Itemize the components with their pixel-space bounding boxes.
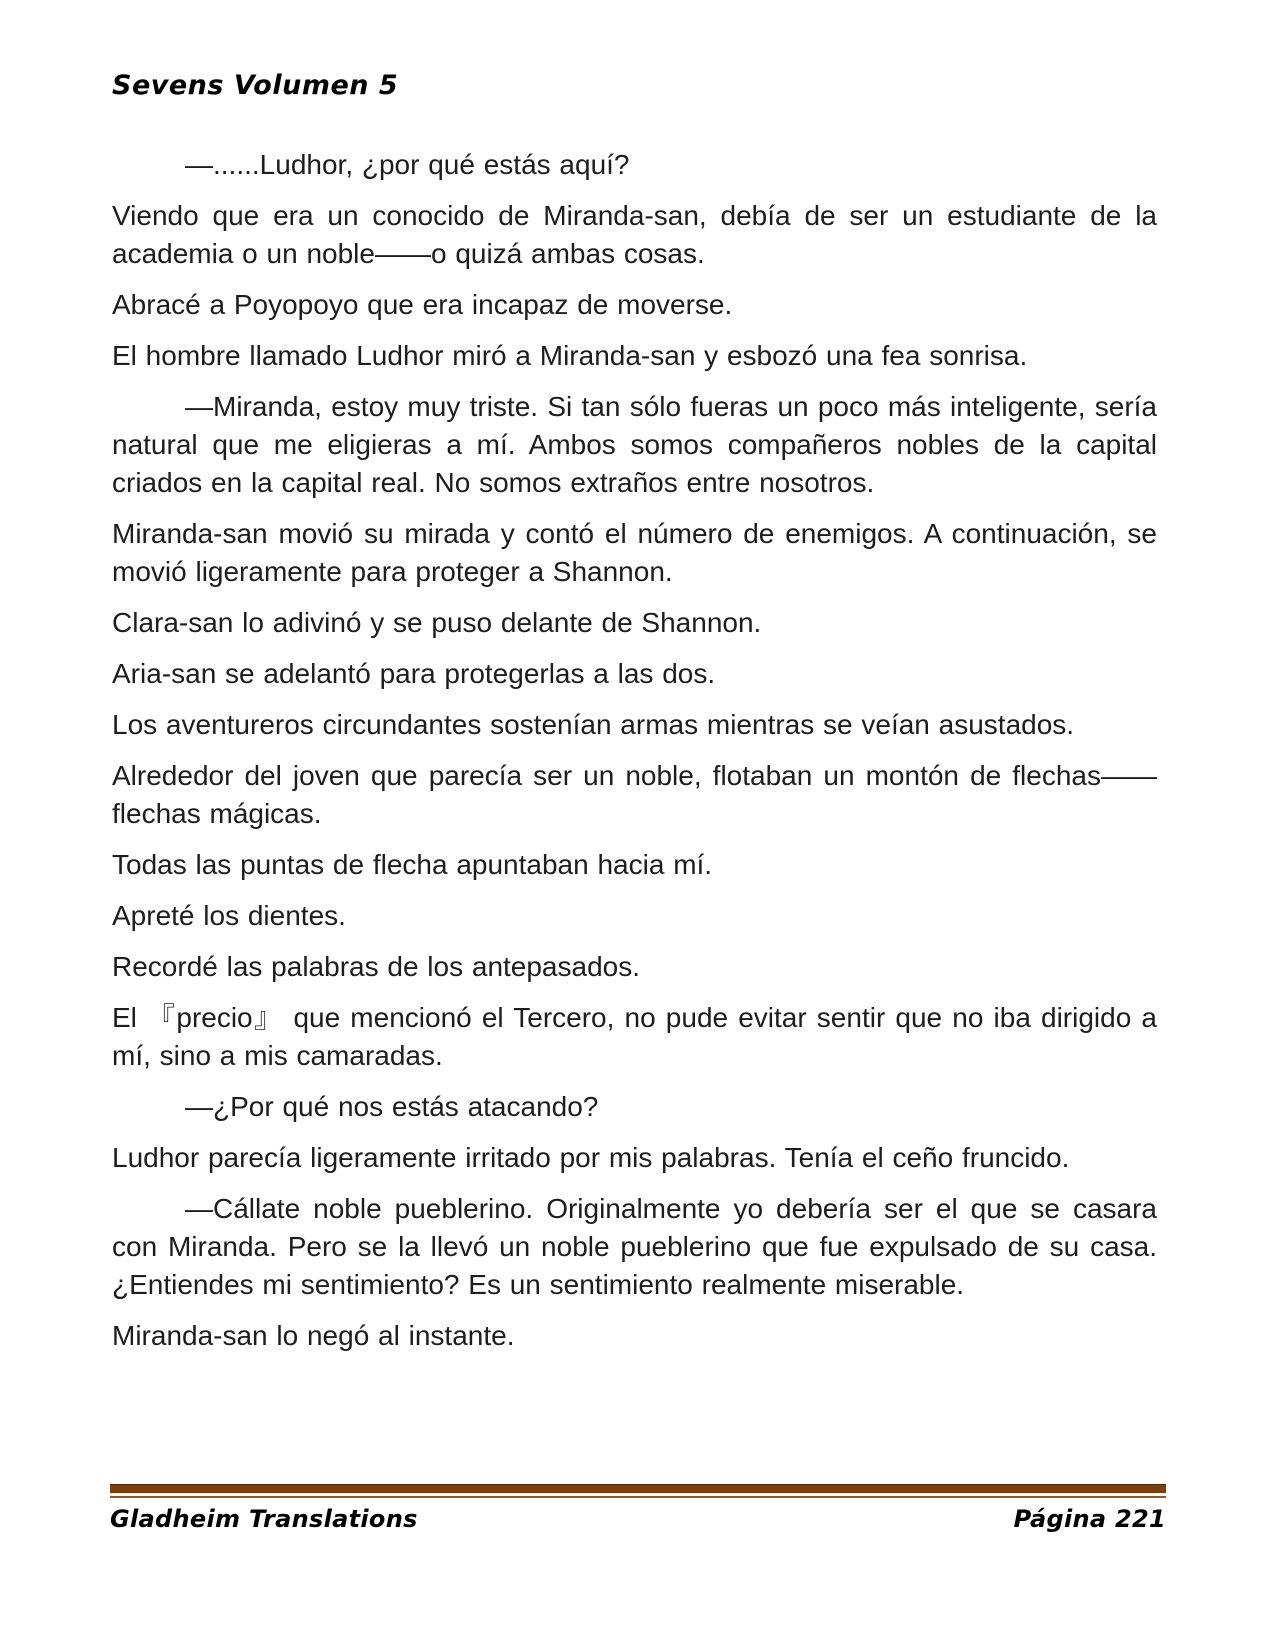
paragraph: —Miranda, estoy muy triste. Si tan sólo fueras un poco más inteligente, sería natural que me eligieras a mí. Ambos somos compañeros nobles de la capital criados en la capital real. No somos extraños entre nosotros. — [112, 391, 1157, 498]
footer-row — [110, 1505, 1166, 1533]
footer-rule-thin — [110, 1496, 1166, 1498]
paragraph: Recordé las palabras de los antepasados. — [112, 951, 641, 982]
paragraph: Miranda-san lo negó al instante. — [112, 1320, 515, 1351]
paragraph: Abracé a Poyopoyo que era incapaz de moverse. — [112, 289, 733, 320]
paragraph: —Cállate noble pueblerino. Originalmente yo debería ser el que se casara con Miranda. Pero se la llevó un noble pueblerino que fue expulsado de su casa. ¿Entiendes mi sentimiento? Es un sentimiento realmente miserable. — [112, 1193, 1157, 1300]
page-header-title: Sevens Volumen 5 — [112, 70, 399, 101]
footer-page-number: Página 221 — [1013, 1505, 1166, 1533]
document-body — [112, 146, 1157, 1368]
paragraph: Aria-san se adelantó para protegerlas a las dos. — [112, 658, 716, 689]
paragraph: Alrededor del joven que parecía ser un noble, flotaban un montón de flechas——flechas mágicas. — [112, 760, 1157, 829]
paragraph: Clara-san lo adivinó y se puso delante de Shannon. — [112, 607, 762, 638]
page-footer — [110, 1484, 1166, 1533]
paragraph: Ludhor parecía ligeramente irritado por mis palabras. Tenía el ceño fruncido. — [112, 1142, 1070, 1173]
paragraph: Apreté los dientes. — [112, 900, 346, 931]
paragraph: Viendo que era un conocido de Miranda-san, debía de ser un estudiante de la academia o un noble——o quizá ambas cosas. — [112, 200, 1157, 269]
paragraph: Miranda-san movió su mirada y contó el número de enemigos. A continuación, se movió ligeramente para proteger a Shannon. — [112, 518, 1157, 587]
paragraph: El 『precio』 que mencionó el Tercero, no pude evitar sentir que no iba dirigido a mí, sino a mis camaradas. — [112, 1002, 1157, 1071]
paragraph: —......Ludhor, ¿por qué estás aquí? — [185, 149, 630, 180]
paragraph: Los aventureros circundantes sostenían armas mientras se veían asustados. — [112, 709, 1075, 740]
paragraph: Todas las puntas de flecha apuntaban hacia mí. — [112, 849, 713, 880]
paragraph: —¿Por qué nos estás atacando? — [185, 1091, 599, 1122]
footer-translator-credit: Gladheim Translations — [110, 1505, 418, 1533]
paragraph: El hombre llamado Ludhor miró a Miranda-san y esbozó una fea sonrisa. — [112, 340, 1028, 371]
footer-rule-thick — [110, 1484, 1166, 1493]
